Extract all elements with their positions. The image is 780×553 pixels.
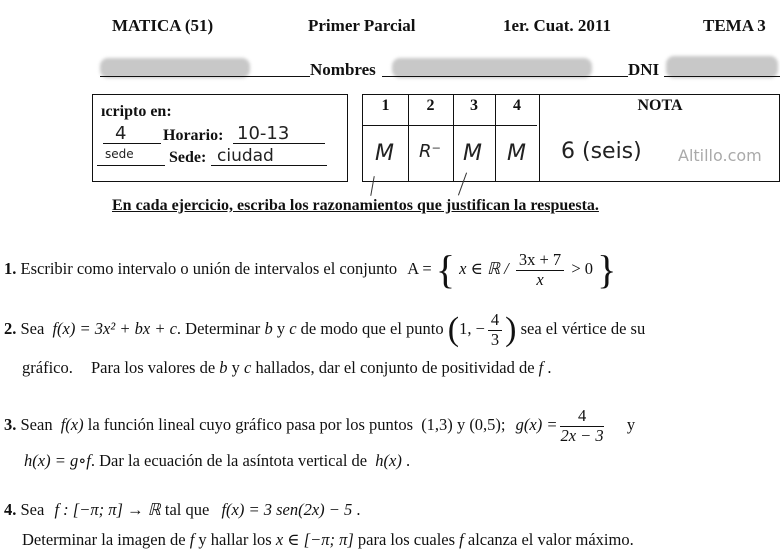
course-title: MATICA (51)	[112, 16, 214, 35]
sede-value: ciudad	[217, 146, 274, 166]
horario-value: 10-13	[237, 123, 290, 144]
point-1: (1,3)	[421, 414, 453, 434]
exercise-number: 2.	[4, 318, 17, 338]
point-coord: 1, −	[459, 318, 485, 338]
exercise-text: Escribir como intervalo o unión de intervalos el conjunto	[20, 258, 398, 278]
fraction-numerator: 3x + 7	[516, 252, 564, 271]
function-def: f(x) = 3x² + bx + c	[52, 318, 177, 338]
exercise-text: y hallar los	[198, 530, 272, 549]
var-f: f	[538, 358, 544, 377]
conj-y: y	[626, 414, 636, 434]
inscripto-title: ıcripto en:	[101, 103, 172, 120]
tema-label: TEMA 3	[703, 16, 766, 35]
prefix-line-1	[103, 143, 161, 144]
exercise-text: . Determinar	[176, 318, 261, 338]
exercise-2-line-2	[22, 360, 552, 377]
horario-line	[233, 143, 325, 144]
horario-label: Horario:	[163, 127, 224, 144]
exercise-text: .	[547, 358, 552, 377]
fraction-numerator: 4	[488, 312, 502, 331]
exercise-4-line-2	[22, 532, 634, 549]
exercise-text: para los cuales	[357, 530, 456, 549]
surname-line	[100, 76, 310, 77]
grade-mark-4: M	[507, 141, 526, 166]
exercise-3	[4, 408, 635, 444]
exam-title: Primer Parcial	[308, 16, 416, 35]
left-paren: (	[447, 311, 460, 348]
redacted-name	[392, 58, 592, 78]
exercise-number: 4.	[4, 500, 17, 519]
var-f: f	[459, 530, 464, 549]
grade-header-4: 4	[513, 97, 521, 114]
function-def: f(x) = 3 sen(2x) − 5	[221, 500, 353, 519]
point-2: (0,5);	[469, 414, 506, 434]
prefix-line-2	[97, 165, 165, 166]
var-c: c	[244, 358, 252, 377]
exercise-text: Para los valores de	[90, 358, 216, 377]
grade-mark-1: M	[375, 141, 394, 166]
inscripcion-box	[92, 94, 348, 182]
exercise-text: tal que	[164, 500, 210, 519]
exercise-number: 1.	[4, 258, 17, 278]
exercise-text: hallados, dar el conjunto de positividad de	[255, 358, 535, 377]
exercise-2	[4, 312, 645, 348]
set-rhs: > 0	[571, 258, 593, 278]
left-brace: {	[435, 247, 456, 292]
set-fraction	[516, 252, 564, 288]
fraction-numerator: 4	[560, 408, 603, 427]
set-lhs: A =	[407, 258, 432, 278]
grade-table	[362, 94, 780, 182]
handwritten-prefix-2: sede	[105, 147, 134, 161]
exercise-text: Sea	[20, 318, 45, 338]
term-label: 1er. Cuat. 2011	[503, 16, 611, 35]
exercise-text: Sean	[20, 414, 53, 434]
var-b: b	[219, 358, 228, 377]
domain-interval: x ∈ [−π; π]	[275, 530, 354, 549]
grade-header-1: 1	[381, 97, 390, 114]
exercise-text: Sea	[20, 500, 45, 519]
conj-y: y	[456, 414, 466, 434]
var-c: c	[289, 318, 297, 338]
watermark: Altillo.com	[678, 146, 762, 165]
exercise-text: sea el vértice de su	[520, 318, 646, 338]
fraction-denominator: 3	[490, 329, 500, 349]
fraction-denominator: 2x − 3	[560, 425, 604, 445]
sede-line	[211, 165, 327, 166]
grade-mark-3: M	[463, 141, 482, 166]
grade-header-divider	[363, 125, 537, 126]
exercise-4	[4, 502, 361, 519]
dni-line	[664, 76, 780, 77]
grade-header-2: 2	[426, 97, 435, 114]
right-brace: }	[597, 247, 617, 292]
grade-header-3: 3	[470, 97, 478, 114]
var-f: f	[189, 530, 195, 549]
function-map: f : [−π; π] → ℝ	[54, 500, 161, 519]
grade-mark-2: R⁻	[419, 141, 442, 162]
function-h: h(x) = g∘f	[24, 451, 91, 470]
redacted-dni	[666, 56, 778, 78]
var-b: b	[264, 318, 273, 338]
nota-header: NOTA	[637, 97, 683, 114]
handwritten-prefix-1: 4	[115, 123, 127, 144]
nota-value: 6 (seis)	[561, 139, 642, 164]
function-g: g(x) =	[515, 414, 558, 434]
exercise-text: la función lineal cuyo gráfico pasa por los puntos	[87, 414, 414, 434]
conj-y: y	[231, 358, 240, 377]
exercise-3-line-2	[24, 453, 410, 470]
exercise-text: gráfico.	[22, 358, 73, 377]
exercise-1	[4, 247, 617, 292]
exercise-text: .	[356, 500, 361, 519]
exercise-text: .	[405, 451, 411, 470]
set-mid: x ∈ ℝ /	[459, 258, 509, 278]
redacted-surname	[100, 58, 250, 78]
fraction-denominator: x	[536, 269, 544, 289]
exercise-number: 3.	[4, 414, 17, 434]
exercise-text: Determinar la imagen de	[22, 530, 186, 549]
exercise-text: . Dar la ecuación de la asíntota vertical de	[90, 451, 368, 470]
function-hx: h(x)	[375, 451, 402, 470]
sede-label: Sede:	[169, 149, 207, 166]
exercise-text: alcanza el valor máximo.	[467, 530, 634, 549]
g-fraction	[560, 408, 603, 444]
point-fraction	[488, 312, 502, 348]
nombres-label: Nombres	[310, 60, 376, 79]
exercise-text: de modo que el punto	[300, 318, 444, 338]
dni-label: DNI	[628, 60, 660, 79]
right-paren: )	[505, 311, 517, 348]
name-line	[382, 76, 628, 77]
function-f: f(x)	[60, 414, 84, 434]
conj-y: y	[276, 318, 286, 338]
instructions-text: En cada ejercicio, escriba los razonamientos que justifican la respuesta.	[112, 197, 599, 214]
